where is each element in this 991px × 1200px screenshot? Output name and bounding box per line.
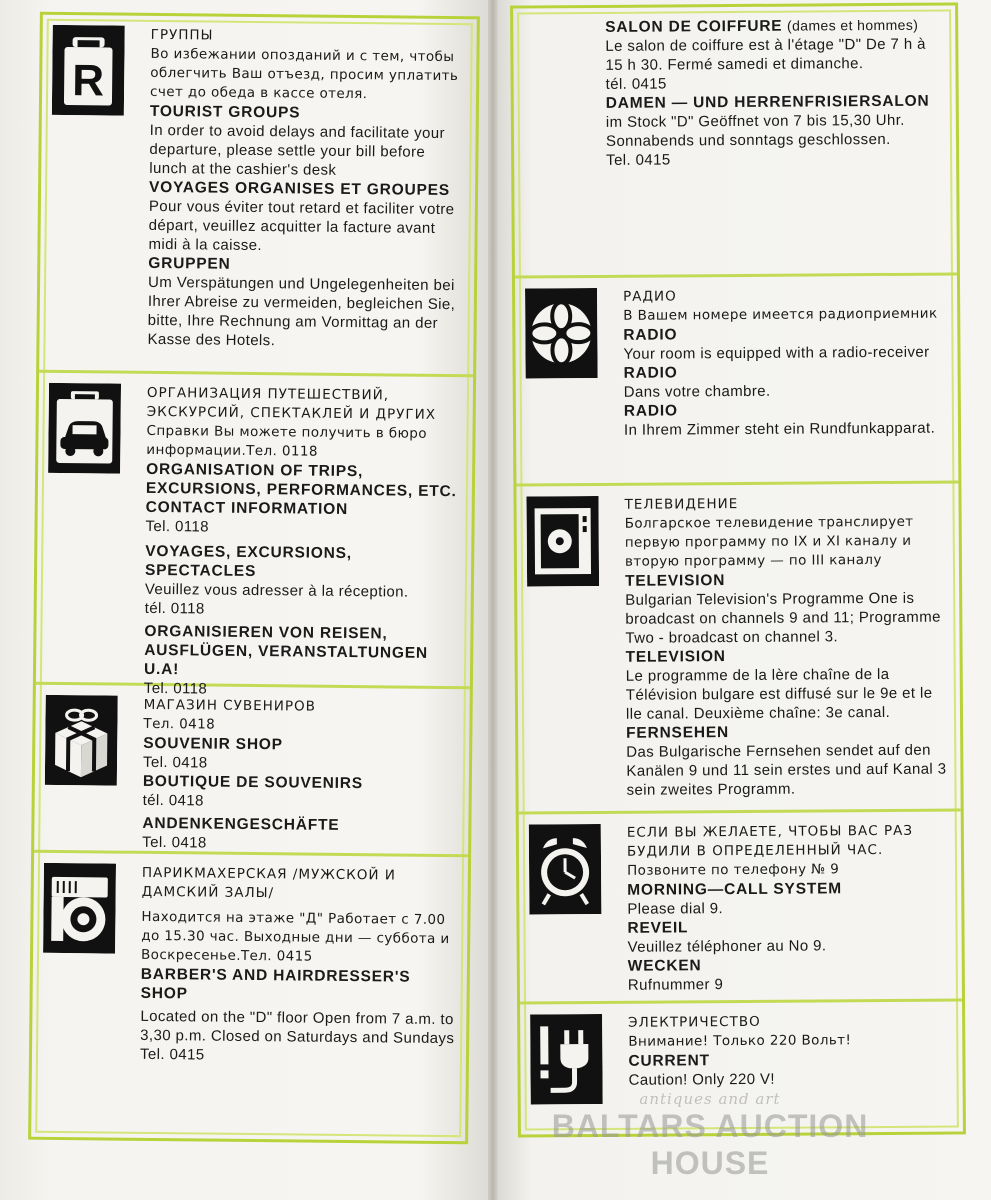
groups-ru-title: ГРУППЫ — [150, 26, 214, 44]
trips-fr-tel: tél. 0118 — [144, 599, 205, 618]
souvenir-en-title: SOUVENIR SHOP — [143, 734, 283, 754]
watermark-small-text: antiques and art — [639, 1090, 781, 1108]
souvenir-fr-text: tél. 0418 — [142, 791, 204, 810]
car-luggage-icon — [48, 383, 121, 474]
section-radio — [515, 275, 958, 486]
section-trips — [36, 373, 473, 698]
trips-de-text: Tel. 0118 — [143, 679, 208, 698]
souvenir-de-title: ANDENKENGESCHÄFTE — [142, 814, 340, 834]
section-television — [516, 483, 960, 814]
salon-de-title: DAMEN — UND HERRENFRISIERSALON — [605, 92, 930, 112]
section-salon — [513, 5, 957, 278]
radio-ru-text: В Вашем номере имеется радиоприемник — [623, 305, 938, 324]
right-panel — [510, 2, 966, 1137]
television-icon — [526, 496, 599, 587]
trips-fr-title: VOYAGES, EXCURSIONS, SPECTACLES — [144, 542, 353, 581]
groups-de-text: Um Verspätungen und Ungelegenheiten bei Ihrer Abreise zu vermeiden, begleichen Sie, bitte, Ihre Rechnung am Vormittag an der Kasse des Hotels. — [147, 273, 456, 350]
tv-ru-text: Болгарское телевидение транслирует первую программу по IX и XI каналу и вторую программу — по III каналу — [624, 513, 914, 570]
groups-fr-text: Pour vous éviter tout retard et faciliter votre départ, veuillez acquitter la facture avant midi à la caisse. — [148, 197, 455, 255]
salon-fr-text: Le salon de coiffure est à l'étage "D" De 7 h à 15 h 30. Fermé samedi et dimanche. — [605, 35, 926, 74]
salon-fr-sub: (dames et hommes) — [786, 16, 919, 34]
wake-de-text: Rufnummer 9 — [627, 976, 724, 994]
section-wake-up — [519, 811, 962, 1004]
souvenir-ru-title: МАГАЗИН СУВЕНИРОВ — [143, 696, 317, 715]
trips-en-text: Tel. 0118 — [145, 517, 209, 536]
wake-ru-text: Позвоните по телефону № 9 — [627, 861, 840, 879]
radio-fr-text: Dans votre chambre. — [623, 382, 771, 401]
auction-watermark — [500, 1090, 920, 1182]
barber-en-title: BARBER'S AND HAIRDRESSER'S SHOP — [140, 965, 411, 1003]
groups-ru-text: Во избежании опозданий и с тем, чтобы облегчить Ваш отъезд, просим уплатить счет до обеда в кассе отеля. — [150, 45, 459, 103]
left-panel — [28, 12, 480, 1145]
radio-fr-title: RADIO — [623, 364, 678, 382]
radio-de-title: RADIO — [623, 402, 678, 420]
souvenir-ru-text: Тел. 0418 — [143, 715, 216, 733]
current-en-text: Caution! Only 220 V! — [628, 1070, 776, 1089]
wake-en-text: Please dial 9. — [627, 900, 724, 918]
salon-fr-title: SALON DE COIFFURE — [605, 17, 783, 36]
gift-box-icon — [45, 695, 118, 786]
luggage-r-icon — [52, 25, 125, 116]
souvenir-en-text: Tel. 0418 — [142, 753, 208, 772]
souvenir-de-text: Tel. 0418 — [142, 833, 207, 852]
svg-text:R: R — [72, 56, 105, 106]
souvenir-fr-title: BOUTIQUE DE SOUVENIRS — [142, 772, 364, 793]
section-tourist-groups — [39, 15, 477, 378]
barber-en-text: Located on the "D" floor Open from 7 a.m. to 3,30 p.m. Closed on Saturdays and Sundays — [140, 1007, 455, 1048]
booklet-spine — [488, 0, 498, 1200]
watermark-big-text: BALTARS AUCTION HOUSE — [551, 1108, 869, 1181]
salon-fr-tel: tél. 0415 — [605, 75, 667, 93]
groups-de-title: GRUPPEN — [148, 254, 231, 273]
tv-fr-title: TELEVISION — [625, 648, 726, 666]
current-ru-title: ЭЛЕКТРИЧЕСТВО — [628, 1013, 761, 1031]
current-en-title: CURRENT — [628, 1052, 710, 1070]
wake-de-title: WECKEN — [627, 957, 702, 975]
wake-fr-text: Veuillez téléphoner au No 9. — [627, 937, 827, 956]
current-ru-text: Внимание! Только 220 Вольт! — [628, 1032, 852, 1050]
groups-en-title: TOURIST GROUPS — [149, 102, 301, 122]
tv-fr-text: Le programme de la lère chaîne de la Télévision bulgare est diffusé sur le 9e et le lle canal. Deuxième chaîne: 3e canal. — [625, 665, 933, 723]
trips-en-title: ORGANISATION OF TRIPS, EXCURSIONS, PERFORMANCES, ETC. CONTACT INFORMATION — [145, 460, 457, 518]
tv-ru-title: ТЕЛЕВИДЕНИЕ — [624, 495, 739, 513]
radio-en-title: RADIO — [623, 326, 678, 344]
radio-en-text: Your room is equipped with a radio-receiver — [623, 343, 930, 363]
wake-ru-title: ЕСЛИ ВЫ ЖЕЛАЕТЕ, ЧТОБЫ ВАС РАЗ БУДИЛИ В ОПРЕДЕЛЕННЫЙ ЧАС. — [626, 822, 914, 860]
trips-ru-text: Справки Вы можете получить в бюро информации.Тел. 0118 — [146, 422, 427, 460]
section-barber — [31, 853, 468, 1142]
radio-de-text: In Ihrem Zimmer steht ein Rundfunkapparat. — [623, 419, 936, 439]
barber-ru-title: ПАРИКМАХЕРСКАЯ /МУЖСКОЙ И ДАМСКИЙ ЗАЛЫ/ — [141, 864, 397, 902]
wake-fr-title: REVEIL — [627, 919, 689, 937]
groups-fr-title: VOYAGES ORGANISES ET GROUPES — [148, 178, 451, 200]
radio-ru-title: РАДИО — [623, 288, 677, 305]
salon-de-tel: Tel. 0415 — [606, 151, 671, 169]
hair-dryer-icon — [43, 863, 116, 954]
alarm-clock-icon — [529, 824, 602, 915]
wake-en-title: MORNING—CALL SYSTEM — [627, 880, 842, 899]
groups-en-text: In order to avoid delays and facilitate your departure, please settle your bill before lunch at the cashier's desk — [149, 121, 446, 179]
trips-ru-title: ОРГАНИЗАЦИЯ ПУТЕШЕСТВИЙ, ЭКСКУРСИЙ, СПЕКТАКЛЕЙ И ДРУГИХ — [146, 384, 437, 423]
barber-ru-text: Находится на этаже "Д" Работает с 7.00 до 15.30 час. Выходные дни — суббота и Воскресенье.Тел. 0415 — [140, 908, 450, 965]
tv-de-title: FERNSEHEN — [626, 724, 729, 742]
trips-de-title: ORGANISIEREN VON REISEN, AUSFLÜGEN, VERANSTALTUNGEN U.A! — [143, 622, 429, 679]
section-souvenir — [34, 685, 470, 858]
tv-en-title: TELEVISION — [625, 572, 726, 590]
radio-fan-icon — [525, 288, 598, 379]
trips-fr-text: Veuillez vous adresser à la réception. — [144, 580, 409, 601]
tv-de-text: Das Bulgarische Fernsehen sendet auf den Kanälen 9 und 11 sein erstes und auf Kanal 3 sein zweites Programm. — [626, 741, 947, 799]
tv-en-text: Bulgarian Television's Programme One is broadcast on channels 9 and 11; Programme Two - broadcast on channel 3. — [625, 589, 941, 647]
barber-en-tel: Tel. 0415 — [139, 1045, 205, 1064]
salon-de-text: im Stock "D" Geöffnet von 7 bis 15,30 Uhr. Sonnabends und sonntags geschlossen. — [605, 111, 905, 150]
